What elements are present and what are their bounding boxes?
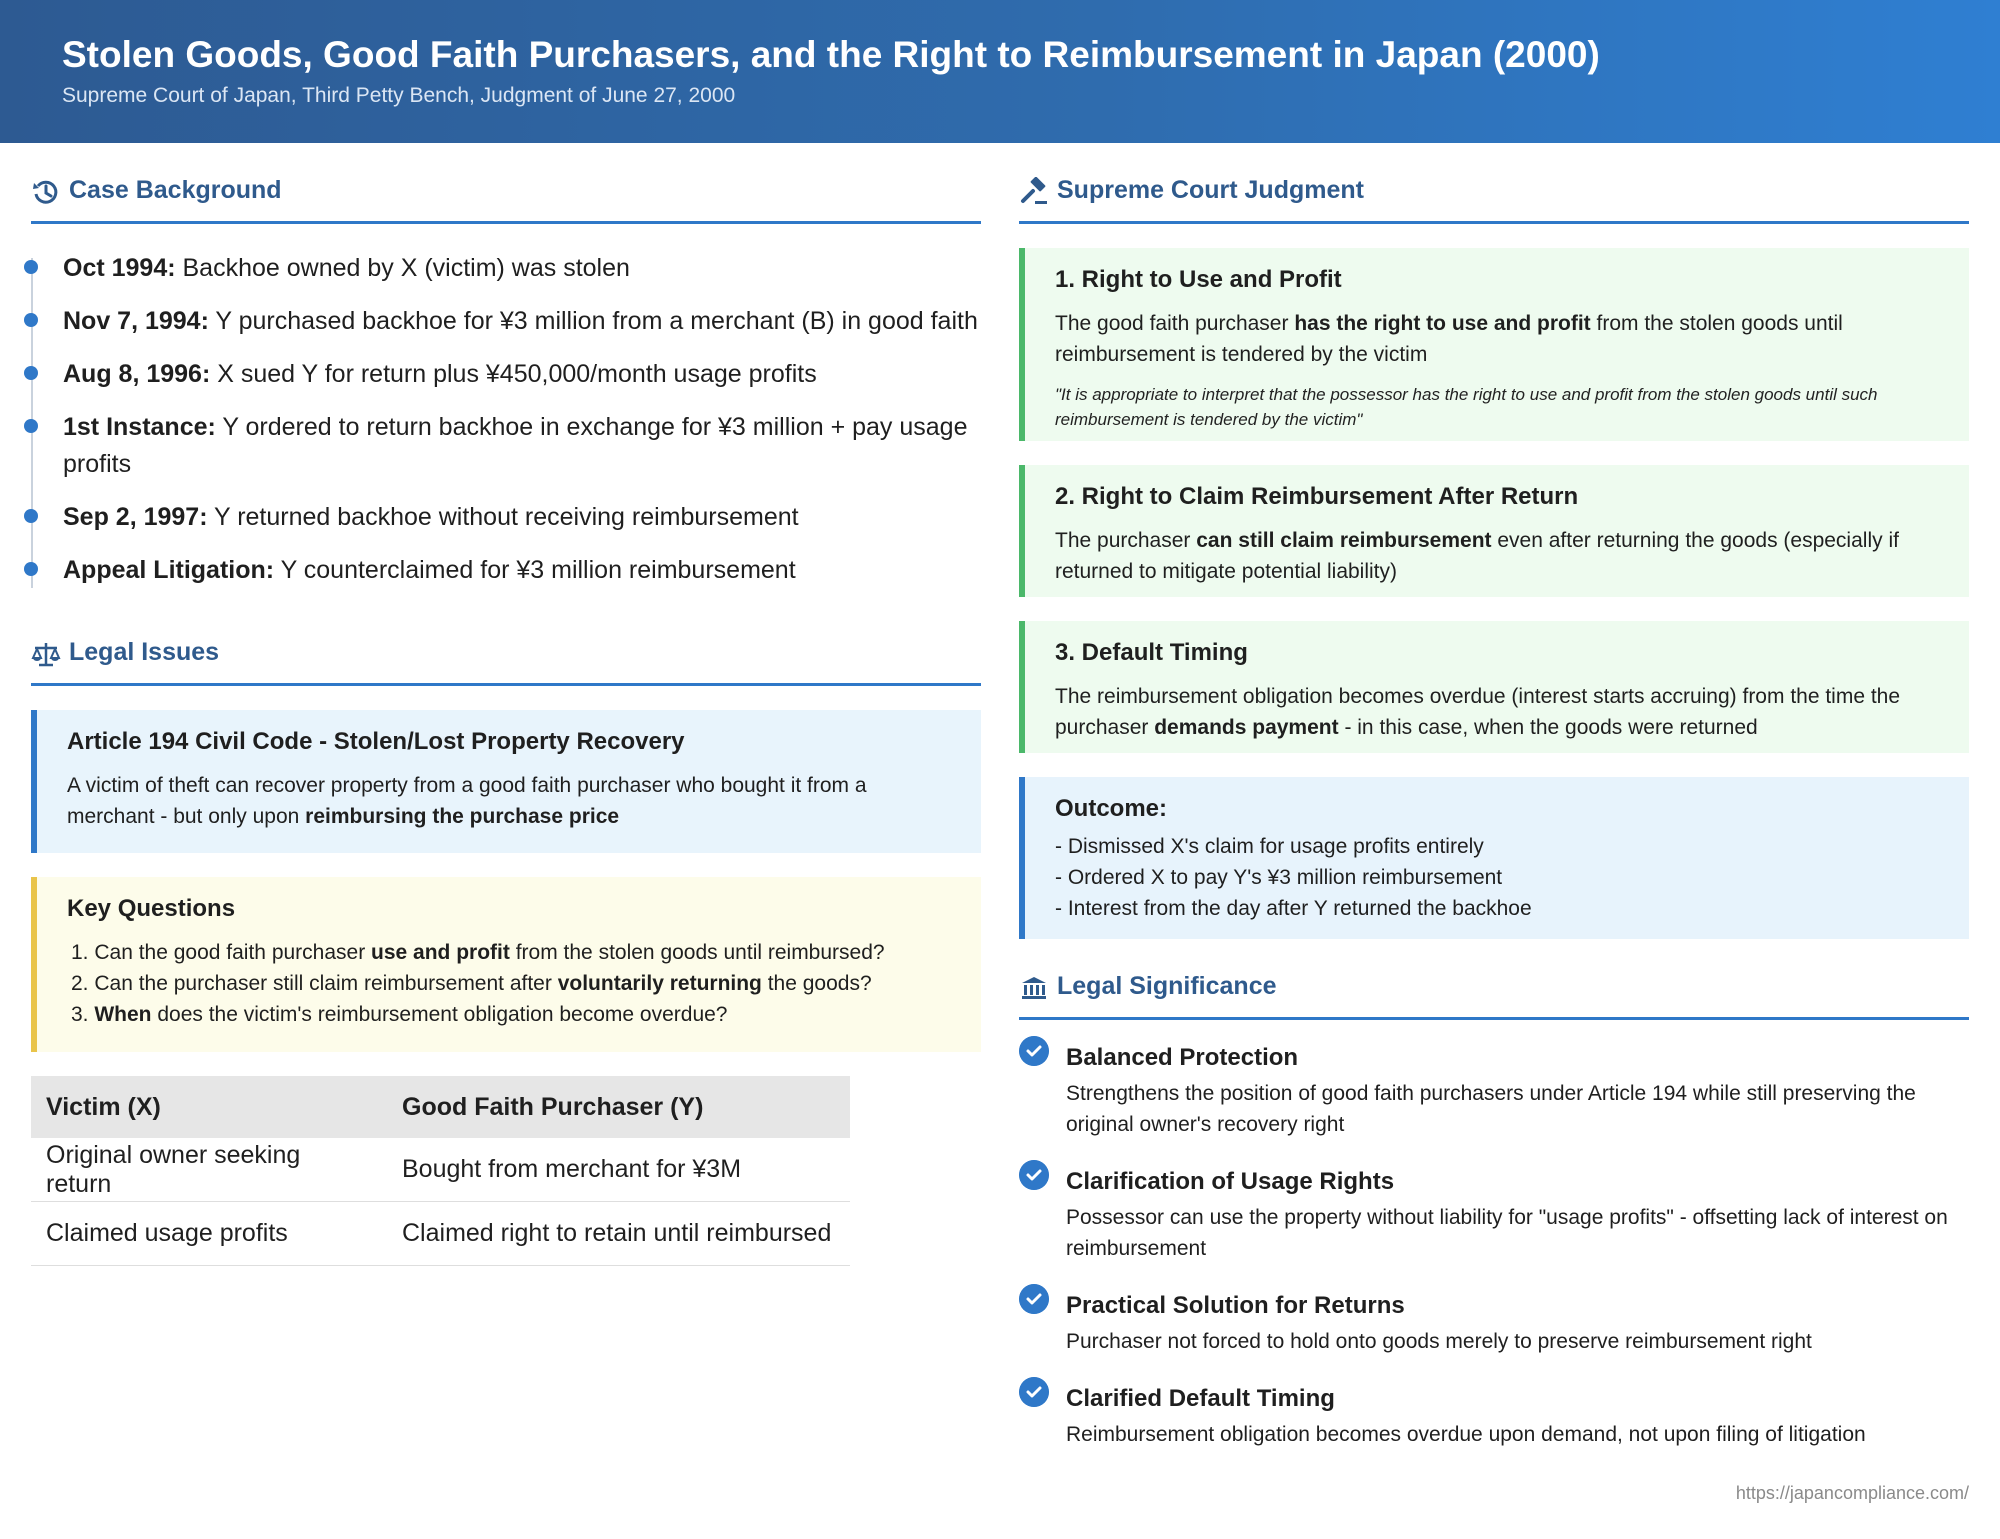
significance-text: Purchaser not forced to hold onto goods merely to preserve reimbursement right bbox=[1066, 1330, 1812, 1353]
article-text-bold: reimbursing the purchase price bbox=[305, 805, 620, 828]
outcome-item: - Ordered X to pay Y's ¥3 million reimbursement bbox=[1055, 866, 1503, 889]
section-header-background bbox=[31, 143, 981, 224]
judgment-text-part: from the stolen goods until reimbursement is tendered by the victim bbox=[1055, 312, 1843, 366]
question-bold: use and profit bbox=[371, 941, 510, 964]
footer-url: https://japancompliance.com/ bbox=[1735, 1483, 1969, 1503]
timeline-dot bbox=[24, 313, 38, 327]
significance-item bbox=[1019, 1160, 1969, 1264]
timeline-item bbox=[31, 552, 981, 589]
timeline-item bbox=[31, 356, 981, 393]
significance-title: Clarification of Usage Rights bbox=[1066, 1168, 1395, 1195]
table-row bbox=[31, 1202, 850, 1266]
table-header-row bbox=[31, 1076, 850, 1138]
timeline-date: Appeal Litigation: bbox=[63, 556, 275, 584]
key-question-item bbox=[67, 968, 953, 999]
timeline-item bbox=[31, 409, 981, 483]
page-title: Stolen Goods, Good Faith Purchasers, and the Right to Reimbursement in Japan (2000) bbox=[62, 34, 1600, 75]
table-row bbox=[31, 1138, 850, 1202]
outcome-item: - Dismissed X's claim for usage profits entirely bbox=[1055, 835, 1484, 858]
timeline-date: Oct 1994: bbox=[63, 254, 176, 282]
significance-text: Strengthens the position of good faith purchasers under Article 194 while still preserving the original owner's recovery right bbox=[1066, 1082, 1916, 1136]
timeline-text: Y ordered to return backhoe in exchange for ¥3 million + pay usage profits bbox=[63, 413, 968, 478]
key-questions-box bbox=[31, 877, 981, 1052]
table-header-cell: Victim (X) bbox=[31, 1076, 387, 1138]
article-194-box bbox=[31, 710, 981, 853]
key-questions-title: Key Questions bbox=[67, 895, 236, 922]
judgment-quote: "It is appropriate to interpret that the possessor has the right to use and profit from the stolen goods until such reimbursement is tendered by the victim" bbox=[1055, 385, 1878, 429]
scales-icon bbox=[31, 639, 61, 669]
check-icon bbox=[1019, 1377, 1049, 1407]
section-header-issues bbox=[31, 605, 981, 686]
section-title-significance: Legal Significance bbox=[1057, 972, 1277, 1000]
question-text: Can the purchaser still claim reimbursement after bbox=[88, 972, 558, 995]
right-column bbox=[1019, 143, 1969, 1470]
timeline-dot bbox=[24, 260, 38, 274]
timeline-dot bbox=[24, 419, 38, 433]
section-title-issues: Legal Issues bbox=[69, 638, 220, 666]
significance-item bbox=[1019, 1377, 1969, 1450]
timeline-dot bbox=[24, 509, 38, 523]
timeline-text: Y purchased backhoe for ¥3 million from a merchant (B) in good faith bbox=[208, 307, 978, 335]
judgment-text-bold: demands payment bbox=[1154, 716, 1339, 739]
section-header-judgment bbox=[1019, 143, 1969, 224]
question-text: Can the good faith purchaser bbox=[88, 941, 372, 964]
question-text: from the stolen goods until reimbursed? bbox=[509, 941, 885, 964]
outcome-item: - Interest from the day after Y returned the backhoe bbox=[1055, 897, 1532, 920]
comparison-table bbox=[31, 1076, 850, 1266]
judgment-text-part: The purchaser bbox=[1055, 529, 1197, 552]
section-header-significance bbox=[1019, 939, 1969, 1020]
question-bold: voluntarily returning bbox=[557, 972, 762, 995]
table-header-cell: Good Faith Purchaser (Y) bbox=[387, 1076, 850, 1138]
article-title: Article 194 Civil Code - Stolen/Lost Property Recovery bbox=[67, 728, 685, 755]
table-cell: Bought from merchant for ¥3M bbox=[387, 1138, 850, 1202]
left-column bbox=[31, 143, 981, 1266]
judgment-point-text bbox=[1055, 525, 1941, 587]
significance-list bbox=[1019, 1036, 1969, 1450]
case-timeline bbox=[31, 250, 981, 589]
timeline-text: Backhoe owned by X (victim) was stolen bbox=[175, 254, 630, 282]
judgment-text-bold: can still claim reimbursement bbox=[1196, 529, 1492, 552]
timeline-item bbox=[31, 303, 981, 340]
page-header bbox=[0, 0, 2000, 143]
judgment-text-part: even after returning the goods (especially if returned to mitigate potential liability) bbox=[1055, 529, 1899, 583]
outcome-title: Outcome: bbox=[1055, 795, 1168, 822]
timeline-item bbox=[31, 499, 981, 536]
judgment-point bbox=[1019, 248, 1969, 441]
gavel-icon bbox=[1019, 177, 1049, 207]
institution-icon bbox=[1019, 973, 1049, 1003]
page-subtitle: Supreme Court of Japan, Third Petty Bench, Judgment of June 27, 2000 bbox=[62, 84, 736, 107]
table-cell: Original owner seeking return bbox=[31, 1138, 387, 1202]
check-icon bbox=[1019, 1284, 1049, 1314]
judgment-point-text bbox=[1055, 681, 1941, 743]
significance-item bbox=[1019, 1036, 1969, 1140]
outcome-box bbox=[1019, 777, 1969, 939]
timeline-date: Aug 8, 1996: bbox=[63, 360, 211, 388]
check-icon bbox=[1019, 1036, 1049, 1066]
timeline-dot bbox=[24, 562, 38, 576]
timeline-item bbox=[31, 250, 981, 287]
judgment-point bbox=[1019, 621, 1969, 753]
question-number: 3. bbox=[71, 1003, 89, 1026]
question-text: does the victim's reimbursement obligation become overdue? bbox=[151, 1003, 728, 1026]
timeline-text: Y returned backhoe without receiving reimbursement bbox=[207, 503, 799, 531]
key-question-item bbox=[67, 999, 953, 1030]
history-icon bbox=[31, 177, 61, 207]
significance-item bbox=[1019, 1284, 1969, 1357]
section-title-background: Case Background bbox=[69, 176, 282, 204]
timeline-dot bbox=[24, 366, 38, 380]
table-cell: Claimed usage profits bbox=[31, 1202, 387, 1266]
question-bold: When bbox=[94, 1003, 152, 1026]
significance-title: Clarified Default Timing bbox=[1066, 1385, 1335, 1412]
timeline-text: Y counterclaimed for ¥3 million reimbursement bbox=[274, 556, 796, 584]
article-text-part: A victim of theft can recover property from a good faith purchaser who bought it from a merchant - but only upon bbox=[67, 774, 867, 828]
judgment-text-part: - in this case, when the goods were returned bbox=[1338, 716, 1758, 739]
question-number: 1. bbox=[71, 941, 89, 964]
timeline-date: 1st Instance: bbox=[63, 413, 216, 441]
significance-title: Practical Solution for Returns bbox=[1066, 1292, 1405, 1319]
judgment-text-part: The reimbursement obligation becomes overdue (interest starts accruing) from the time the purchaser bbox=[1055, 685, 1901, 739]
significance-title: Balanced Protection bbox=[1066, 1044, 1299, 1071]
significance-text: Reimbursement obligation becomes overdue upon demand, not upon filing of litigation bbox=[1066, 1423, 1866, 1446]
significance-text: Possessor can use the property without liability for "usage profits" - offsetting lack of interest on reimbursement bbox=[1066, 1206, 1948, 1260]
article-text bbox=[67, 770, 953, 832]
check-icon bbox=[1019, 1160, 1049, 1190]
timeline-text: X sued Y for return plus ¥450,000/month usage profits bbox=[210, 360, 817, 388]
timeline-date: Sep 2, 1997: bbox=[63, 503, 208, 531]
question-text: the goods? bbox=[761, 972, 872, 995]
table-cell: Claimed right to retain until reimbursed bbox=[387, 1202, 850, 1266]
judgment-point-title: 1. Right to Use and Profit bbox=[1055, 266, 1342, 293]
judgment-point-text bbox=[1055, 308, 1941, 370]
section-title-judgment: Supreme Court Judgment bbox=[1057, 176, 1364, 204]
judgment-point bbox=[1019, 465, 1969, 597]
key-question-item bbox=[67, 937, 953, 968]
question-number: 2. bbox=[71, 972, 89, 995]
judgment-point-title: 3. Default Timing bbox=[1055, 639, 1248, 666]
judgment-point-title: 2. Right to Claim Reimbursement After Return bbox=[1055, 483, 1579, 510]
judgment-text-bold: has the right to use and profit bbox=[1294, 312, 1591, 335]
timeline-date: Nov 7, 1994: bbox=[63, 307, 209, 335]
judgment-text-part: The good faith purchaser bbox=[1055, 312, 1295, 335]
